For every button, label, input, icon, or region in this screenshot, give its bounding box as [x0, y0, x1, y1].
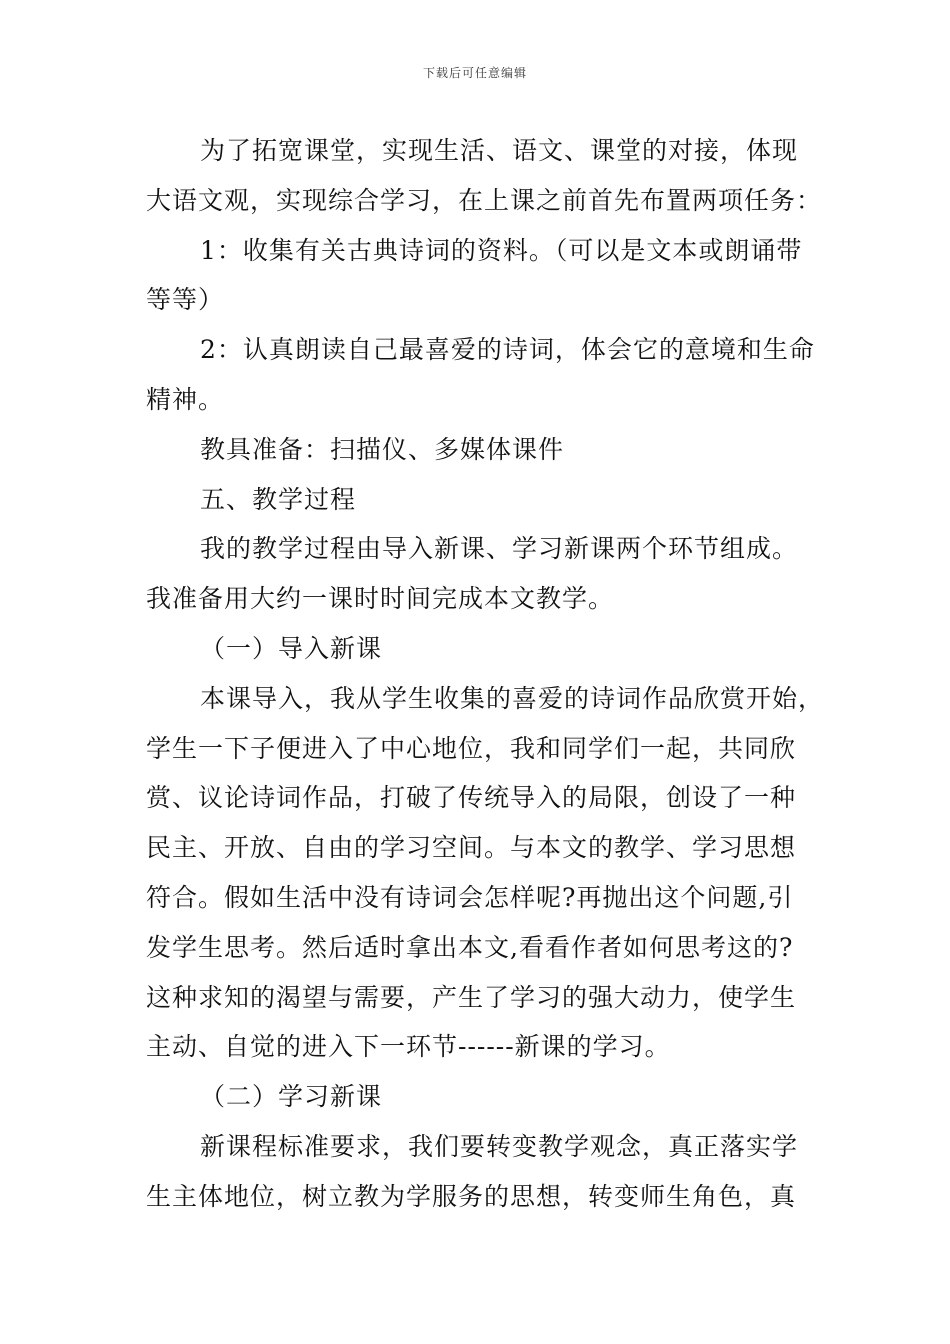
paragraph-line: 教具准备：扫描仪、多媒体课件 — [200, 434, 565, 464]
paragraph-line: 精神。 — [146, 384, 225, 414]
paragraph-line: 民主、开放、自由的学习空间。与本文的教学、学习思想 — [146, 833, 797, 863]
document-body — [146, 126, 825, 1222]
section-heading: 五、教学过程 — [200, 484, 357, 514]
paragraph-line: 1：收集有关古典诗词的资料。（可以是文本或朗诵带 — [200, 235, 803, 265]
paragraph-line: 本课导入，我从学生收集的喜爱的诗词作品欣赏开始， — [200, 683, 825, 713]
subsection-heading: （二）学习新课 — [200, 1082, 383, 1112]
paragraph-line: 符合。假如生活中没有诗词会怎样呢?再抛出这个问题,引 — [146, 882, 794, 912]
subsection-heading: （一）导入新课 — [200, 633, 383, 663]
paragraph-line: 赏、议论诗词作品，打破了传统导入的局限，创设了一种 — [146, 783, 797, 813]
page-header: 下载后可任意编辑 — [422, 66, 527, 80]
paragraph-line: 我的教学过程由导入新课、学习新课两个环节组成。 — [200, 534, 799, 564]
paragraph-line: 发学生思考。然后适时拿出本文,看看作者如何思考这的? — [146, 932, 794, 962]
paragraph-line: 主动、自觉的进入下一环节------新课的学习。 — [146, 1032, 671, 1062]
paragraph-line: 我准备用大约一课时时间完成本文教学。 — [146, 584, 615, 614]
paragraph-line: 这种求知的渴望与需要，产生了学习的强大动力，使学生 — [146, 982, 797, 1012]
paragraph-line: 新课程标准要求，我们要转变教学观念，真正落实学 — [200, 1131, 799, 1161]
paragraph-line: 大语文观，实现综合学习，在上课之前首先布置两项任务： — [146, 185, 823, 215]
paragraph-line: 等等） — [146, 285, 225, 315]
paragraph-line: 2：认真朗读自己最喜爱的诗词，体会它的意境和生命 — [200, 335, 815, 365]
paragraph-line: 为了拓宽课堂，实现生活、语文、课堂的对接，体现 — [200, 136, 799, 165]
paragraph-line: 学生一下子便进入了中心地位，我和同学们一起，共同欣 — [146, 733, 797, 763]
paragraph-line: 生主体地位，树立教为学服务的思想，转变师生角色，真 — [146, 1181, 797, 1211]
